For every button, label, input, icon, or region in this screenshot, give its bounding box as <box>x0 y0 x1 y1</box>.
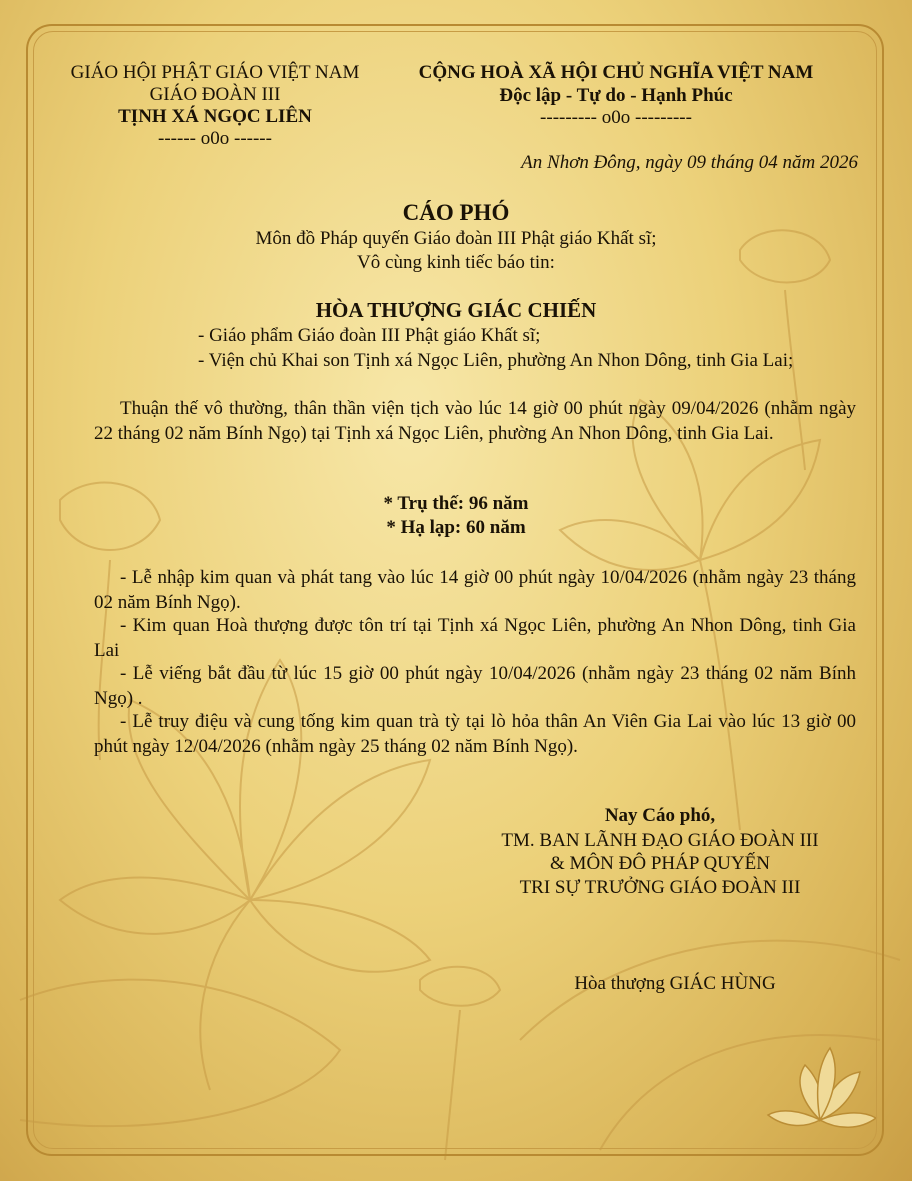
role-line-1: - Giáo phẩm Giáo đoàn III Phật giáo Khất sĩ; <box>198 325 541 346</box>
document-title: CÁO PHÓ <box>402 200 510 225</box>
signature-line-3: TRI SỰ TRƯỞNG GIÁO ĐOÀN III <box>519 877 801 898</box>
signature-line-1: TM. BAN LÃNH ĐẠO GIÁO ĐOÀN III <box>501 830 819 851</box>
signature-line-2: & MÔN ĐÔ PHÁP QUYẾN <box>550 853 770 874</box>
date-line: An Nhơn Đông, ngày 09 tháng 04 năm 2026 <box>521 152 858 173</box>
schedule-item-3 <box>94 661 856 711</box>
intro-line-1: Môn đồ Pháp quyến Giáo đoàn III Phật giáo Khất sĩ; <box>255 228 657 249</box>
schedule-item-1 <box>94 565 856 615</box>
signer-name: Hòa thượng GIÁC HÙNG <box>574 973 776 994</box>
schedule-text-2: - Kim quan Hoà thượng được tôn trí tại Tịnh xá Ngọc Liên, phường An Nhon Dông, tinh Gia Lai <box>94 615 856 661</box>
role-line-2: - Viện chủ Khai son Tịnh xá Ngọc Liên, phường An Nhon Dông, tinh Gia Lai; <box>198 350 794 371</box>
schedule-item-2 <box>94 613 856 663</box>
age-line: * Trụ thế: 96 năm <box>383 493 529 514</box>
motto-line: Độc lập - Tự do - Hạnh Phúc <box>499 85 733 106</box>
schedule-item-4 <box>94 709 856 759</box>
dharma-age-line: * Hạ lạp: 60 năm <box>386 517 526 538</box>
org-line-1: GIÁO HỘI PHẬT GIÁO VIỆT NAM <box>70 62 360 83</box>
nation-line: CỘNG HOÀ XÃ HỘI CHỦ NGHĨA VIỆT NAM <box>418 62 814 83</box>
org-separator: ------ o0o ------ <box>158 128 272 149</box>
intro-line-2: Vô cùng kinh tiếc báo tin: <box>357 252 555 273</box>
deceased-name: HÒA THƯỢNG GIÁC CHIẾN <box>315 298 597 322</box>
org-line-3: TỊNH XÁ NGỌC LIÊN <box>118 106 312 127</box>
schedule-text-1: - Lễ nhập kim quan và phát tang vào lúc 14 giờ 00 phút ngày 10/04/2026 (nhằm ngày 23 tháng 02 năm Bính Ngọ). <box>94 567 856 613</box>
passing-text: Thuận thế vô thường, thân thần viện tịch vào lúc 14 giờ 00 phút ngày 09/04/2026 (nhằm ngày 22 tháng 02 năm Bính Ngọ) tại Tịnh xá Ngọc Liên, phường An Nhon Dông, tinh Gia Lai. <box>94 398 856 444</box>
nation-separator: --------- o0o --------- <box>540 107 692 128</box>
schedule-text-3: - Lễ viếng bắt đầu từ lúc 15 giờ 00 phút ngày 10/04/2026 (nhằm ngày 23 tháng 02 năm Bính Ngọ) . <box>94 663 856 709</box>
org-line-2: GIÁO ĐOÀN III <box>149 84 281 105</box>
schedule-text-4: - Lễ truy điệu và cung tống kim quan trà tỳ tại lò hỏa thân An Viên Gia Lai vào lúc 13 giờ 00 phút ngày 12/04/2026 (nhằm ngày 25 tháng 02 năm Bính Ngọ). <box>94 711 856 757</box>
closing-line: Nay Cáo phó, <box>604 805 716 826</box>
passing-paragraph <box>94 396 856 446</box>
